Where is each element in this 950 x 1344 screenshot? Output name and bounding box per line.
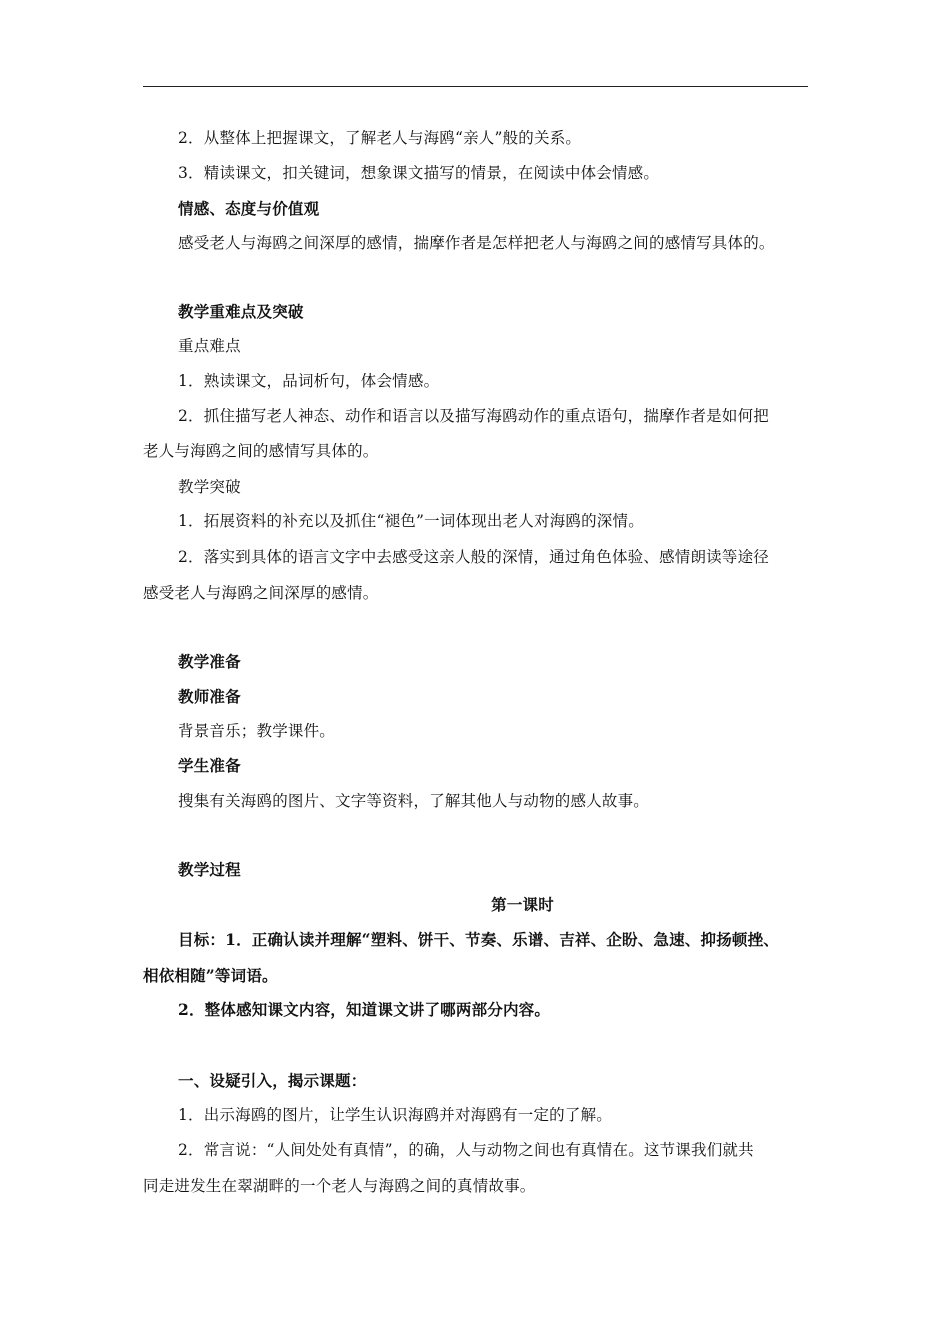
lesson-one-title: 第一课时 bbox=[491, 895, 554, 914]
intro-step-2-line2: 同走进发生在翠湖畔的一个老人与海鸥之间的真情故事。 bbox=[143, 1177, 536, 1195]
objective-2: 2．从整体上把握课文，了解老人与海鸥“亲人”般的关系。 bbox=[178, 129, 582, 147]
emotion-values-text: 感受老人与海鸥之间深厚的感情，揣摩作者是怎样把老人与海鸥之间的感情写具体的。 bbox=[178, 234, 775, 252]
header-rule bbox=[143, 86, 808, 87]
section-intro-heading: 一、设疑引入，揭示课题： bbox=[178, 1071, 367, 1090]
intro-step-1: 1．出示海鸥的图片，让学生认识海鸥并对海鸥有一定的了解。 bbox=[178, 1106, 612, 1124]
intro-step-2-line1: 2．常言说：“人间处处有真情”，的确，人与动物之间也有真情在。这节课我们就共 bbox=[178, 1141, 754, 1159]
breakthrough-1: 1．拓展资料的补充以及抓住“褪色”一词体现出老人对海鸥的深情。 bbox=[178, 512, 644, 530]
objective-3: 3．精读课文，扣关键词，想象课文描写的情景，在阅读中体会情感。 bbox=[178, 164, 660, 182]
heading-student-prep: 学生准备 bbox=[178, 756, 241, 775]
subheading-breakthrough: 教学突破 bbox=[178, 478, 241, 496]
heading-process: 教学过程 bbox=[178, 860, 241, 879]
subheading-key-points: 重点难点 bbox=[178, 337, 241, 355]
heading-key-difficulties: 教学重难点及突破 bbox=[178, 302, 304, 321]
breakthrough-2-line2: 感受老人与海鸥之间深厚的感情。 bbox=[143, 584, 379, 602]
key-point-2-line2: 老人与海鸥之间的感情写具体的。 bbox=[143, 442, 379, 460]
key-point-1: 1．熟读课文，品词析句，体会情感。 bbox=[178, 372, 440, 390]
teacher-prep-text: 背景音乐；教学课件。 bbox=[178, 722, 336, 740]
student-prep-text: 搜集有关海鸥的图片、文字等资料，了解其他人与动物的感人故事。 bbox=[178, 792, 650, 810]
lesson-goal-1-line1: 目标：1．正确认读并理解“塑料、饼干、节奏、乐谱、吉祥、企盼、急速、抑扬顿挫、 bbox=[178, 930, 780, 949]
lesson-goal-1-line2: 相依相随”等词语。 bbox=[143, 966, 278, 985]
heading-preparation: 教学准备 bbox=[178, 652, 241, 671]
key-point-2-line1: 2．抓住描写老人神态、动作和语言以及描写海鸥动作的重点语句，揣摩作者是如何把 bbox=[178, 407, 769, 425]
breakthrough-2-line1: 2．落实到具体的语言文字中去感受这亲人般的深情，通过角色体验、感情朗读等途径 bbox=[178, 548, 769, 566]
heading-emotion-values: 情感、态度与价值观 bbox=[178, 199, 320, 218]
lesson-goal-2: 2．整体感知课文内容，知道课文讲了哪两部分内容。 bbox=[178, 1000, 551, 1019]
heading-teacher-prep: 教师准备 bbox=[178, 687, 241, 706]
